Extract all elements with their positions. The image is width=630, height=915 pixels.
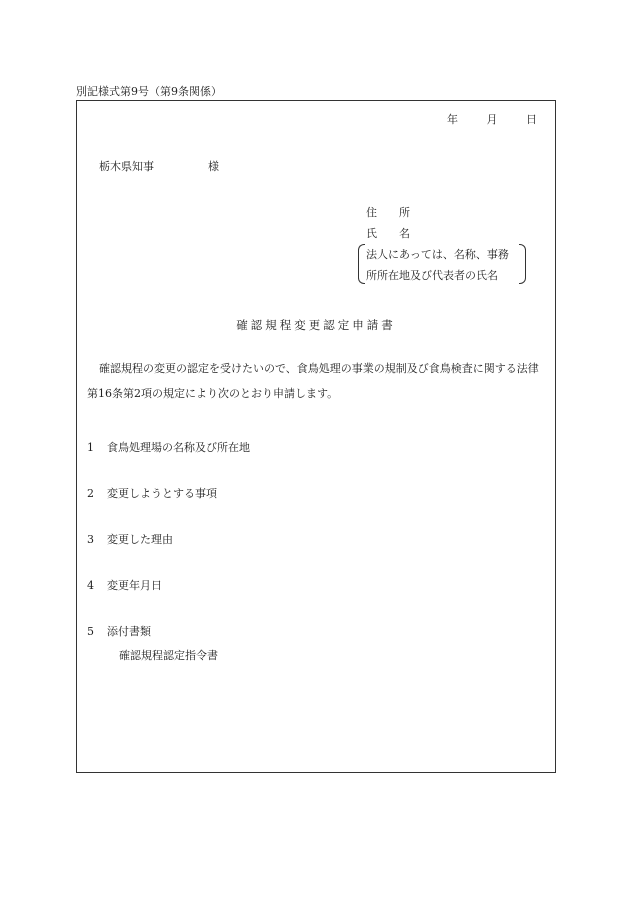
corporation-note-line-1: 法人にあっては、名称、事務 (366, 248, 509, 261)
item-number: 3 (87, 533, 94, 546)
item-number: 2 (87, 487, 94, 500)
name-label: 氏 名 (366, 227, 410, 240)
item-3 (87, 531, 173, 547)
item-label: 変更年月日 (107, 579, 162, 592)
item-label: 添付書類 (107, 625, 151, 638)
item-4 (87, 577, 162, 593)
document-title: 確認規程変更認定申請書 (236, 318, 396, 332)
item-label: 変更した理由 (107, 533, 173, 546)
date-month-label: 月 (486, 113, 498, 126)
item-number: 1 (87, 441, 94, 454)
date-year-label: 年 (447, 113, 458, 126)
item-number: 4 (87, 579, 94, 592)
date-day-label: 日 (526, 113, 537, 126)
corporation-note (358, 242, 526, 284)
date-line (447, 111, 537, 127)
item-1 (87, 439, 250, 455)
attachment-document: 確認規程認定指令書 (119, 649, 218, 662)
item-label: 食鳥処理場の名称及び所在地 (107, 441, 250, 454)
addressee-honorific: 様 (208, 160, 219, 173)
item-label: 変更しようとする事項 (107, 487, 217, 500)
left-bracket (358, 244, 365, 284)
right-bracket (519, 244, 526, 284)
address-label: 住 所 (366, 206, 410, 219)
corporation-note-line-2: 所所在地及び代表者の氏名 (366, 269, 498, 282)
application-body-text: 確認規程の変更の認定を受けたいので、食鳥処理の事業の規制及び食鳥検査に関する法律第16条第2項の規定により次のとおり申請します。 (87, 362, 539, 400)
application-form-frame (76, 100, 556, 773)
item-2 (87, 485, 217, 501)
item-number: 5 (87, 625, 94, 638)
addressee-name: 栃木県知事 (99, 160, 154, 173)
item-5 (87, 623, 151, 639)
form-number: 別記様式第9号（第9条関係） (76, 85, 222, 98)
